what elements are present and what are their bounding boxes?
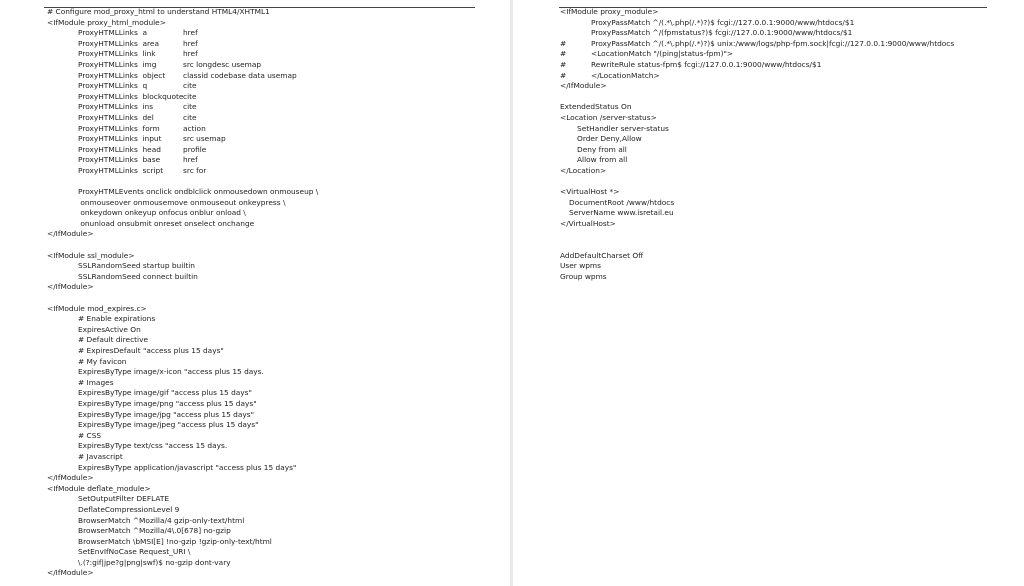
code-line <box>0 547 510 558</box>
code-line-text: ProxyHTMLLinks link <box>78 49 156 59</box>
code-line <box>513 155 1024 166</box>
code-line-text: # Enable expirations <box>78 314 156 324</box>
code-line-text: </IfModule> <box>47 282 94 292</box>
code-line <box>0 240 510 251</box>
code-line-text: ProxyHTMLLinks input <box>78 134 162 144</box>
code-line <box>0 568 510 579</box>
code-line <box>513 219 1024 230</box>
code-line <box>0 304 510 315</box>
code-line <box>513 39 1024 50</box>
code-line-text: </Location> <box>560 165 607 175</box>
code-line <box>0 516 510 527</box>
code-line-text: ProxyPassMatch ^/(.*\.php(/.*)?)$ unix:/www/logs/php-fpm.sock|fcgi://127.0.0.1:9000/www/htdocs <box>591 38 955 48</box>
code-line-text: <Location /server-status> <box>560 112 657 122</box>
comment-marker: # <box>560 49 567 59</box>
code-line-argument: cite <box>183 102 197 112</box>
code-line <box>0 463 510 474</box>
code-line-text: BrowserMatch ^Mozilla/4 gzip-only-text/html <box>78 515 245 525</box>
code-line-text: ProxyHTMLEvents onclick ondblclick onmousedown onmouseup \ <box>78 187 319 197</box>
code-line-text: # Javascript <box>78 451 123 461</box>
code-line <box>0 261 510 272</box>
code-line <box>0 81 510 92</box>
code-line <box>0 293 510 304</box>
code-line <box>0 399 510 410</box>
code-line <box>513 198 1024 209</box>
code-line <box>0 113 510 124</box>
code-line <box>513 240 1024 251</box>
code-line <box>0 177 510 188</box>
code-line <box>0 367 510 378</box>
code-line-text: ExpiresByType image/x-icon "access plus 15 days. <box>78 367 264 377</box>
code-line-text: onkeydown onkeyup onfocus onblur onload \ <box>78 208 246 218</box>
code-line-text: onunload onsubmit onreset onselect onchange <box>78 218 255 228</box>
code-line-text: DeflateCompressionLevel 9 <box>78 504 180 514</box>
code-line <box>0 166 510 177</box>
code-line <box>0 251 510 262</box>
code-line-text: SetHandler server-status <box>577 123 669 133</box>
code-line <box>513 272 1024 283</box>
code-line <box>0 28 510 39</box>
code-line-text: ExpiresByType image/png "access plus 15 days" <box>78 398 257 408</box>
code-line-argument: href <box>183 155 198 165</box>
code-line-argument: src longdesc usemap <box>183 59 262 69</box>
code-line <box>0 325 510 336</box>
code-line-text: <IfModule proxy_html_module> <box>47 17 166 27</box>
comment-marker: # <box>560 70 567 80</box>
code-line-text: \.(?:gif|jpe?g|png|swf)$ no-gzip dont-vary <box>78 557 231 567</box>
code-line <box>0 60 510 71</box>
code-line-text: # Default directive <box>78 335 148 345</box>
code-line <box>0 505 510 516</box>
code-line <box>0 420 510 431</box>
document-page-right <box>513 0 1024 586</box>
code-line-text: ExpiresByType image/gif "access plus 15 days" <box>78 388 252 398</box>
code-line-text: Allow from all <box>577 155 628 165</box>
code-line <box>513 166 1024 177</box>
code-line <box>0 431 510 442</box>
code-line-text: ServerName www.isretail.eu <box>569 208 674 218</box>
code-line <box>0 187 510 198</box>
code-line-text: ProxyHTMLLinks base <box>78 155 161 165</box>
code-line-argument: cite <box>183 81 197 91</box>
code-line-text: BrowserMatch ^Mozilla/4\.0[678] no-gzip <box>78 526 231 536</box>
comment-marker: # <box>560 59 567 69</box>
code-line <box>513 49 1024 60</box>
code-line-text: ProxyPassMatch ^/(fpmstatus?)$ fcgi://127.0.0.1:9000/www/htdocs/$1 <box>591 28 853 38</box>
code-line <box>0 134 510 145</box>
code-line <box>0 282 510 293</box>
code-line-text: Deny from all <box>577 144 627 154</box>
code-line <box>513 177 1024 188</box>
code-line <box>0 357 510 368</box>
code-line-argument: src usemap <box>183 134 226 144</box>
code-line-text: ProxyHTMLLinks area <box>78 38 159 48</box>
code-line-text: SSLRandomSeed startup builtin <box>78 261 195 271</box>
code-line <box>0 494 510 505</box>
code-line-text: <IfModule deflate_module> <box>47 483 151 493</box>
code-line <box>513 208 1024 219</box>
code-line-text: SetOutputFilter DEFLATE <box>78 494 170 504</box>
code-line-text: ProxyHTMLLinks q <box>78 81 148 91</box>
code-line <box>0 208 510 219</box>
code-line-text: ExpiresActive On <box>78 324 141 334</box>
code-line-text: SSLRandomSeed connect builtin <box>78 271 198 281</box>
document-page-left <box>0 0 510 586</box>
code-line <box>0 346 510 357</box>
page-text-lines <box>0 7 510 579</box>
code-line-text: # ExpiresDefault "access plus 15 days" <box>78 346 224 355</box>
code-line <box>0 473 510 484</box>
code-line <box>513 229 1024 240</box>
code-line-text: ProxyHTMLLinks img <box>78 59 157 69</box>
code-line <box>513 28 1024 39</box>
code-line-text: # Images <box>78 377 114 387</box>
code-line <box>0 124 510 135</box>
code-line-argument: profile <box>183 144 207 154</box>
code-line-argument: href <box>183 28 198 38</box>
code-line-text: <IfModule proxy_module> <box>560 7 659 16</box>
code-line-argument: href <box>183 49 198 59</box>
code-line-text: ProxyPassMatch ^/(.*\.php(/.*)?)$ fcgi://127.0.0.1:9000/www/htdocs/$1 <box>591 17 855 27</box>
code-line-text: ExtendedStatus On <box>560 102 632 112</box>
code-line <box>513 134 1024 145</box>
code-line <box>0 558 510 569</box>
code-line-text: ExpiresByType application/javascript "access plus 15 days" <box>78 462 297 472</box>
code-line-text: ProxyHTMLLinks form <box>78 123 160 133</box>
code-line-text: ProxyHTMLLinks del <box>78 112 154 122</box>
code-line <box>0 198 510 209</box>
code-line <box>513 102 1024 113</box>
code-line-text: ProxyHTMLLinks ins <box>78 102 154 112</box>
code-line <box>513 81 1024 92</box>
code-line <box>0 378 510 389</box>
code-line-argument: src for <box>183 165 207 175</box>
code-line <box>0 92 510 103</box>
code-line-argument: classid codebase data usemap <box>183 70 297 80</box>
code-line <box>0 71 510 82</box>
code-line <box>0 526 510 537</box>
code-line-text: Group wpms <box>560 271 607 281</box>
code-line-text: SetEnvIfNoCase Request_URI \ <box>78 547 191 557</box>
code-line-text: # Configure mod_proxy_html to understand HTML4/XHTML1 <box>47 7 270 16</box>
code-line-text: DocumentRoot /www/htdocs <box>569 197 675 207</box>
code-line-text: ProxyHTMLLinks blockquote <box>78 91 184 101</box>
code-line-text: # CSS <box>78 430 102 440</box>
code-line <box>0 537 510 548</box>
code-line-text: <IfModule ssl_module> <box>47 250 135 260</box>
code-line <box>0 49 510 60</box>
code-line <box>0 7 510 18</box>
comment-marker: # <box>560 38 567 48</box>
code-line <box>513 92 1024 103</box>
code-line-text: ProxyHTMLLinks script <box>78 165 164 175</box>
code-line <box>513 71 1024 82</box>
code-line-text: ProxyHTMLLinks head <box>78 144 161 154</box>
code-line-text: # My favicon <box>78 356 127 366</box>
code-line-text: RewriteRule status-fpm$ fcgi://127.0.0.1:9000/www/htdocs/$1 <box>591 59 822 69</box>
code-line <box>0 335 510 346</box>
code-line <box>513 251 1024 262</box>
code-line <box>0 410 510 421</box>
code-line-text: </VirtualHost> <box>560 218 616 228</box>
code-line-text: BrowserMatch \bMSI[E] !no-gzip !gzip-only-text/html <box>78 536 272 546</box>
code-line-text: </LocationMatch> <box>591 70 660 80</box>
code-line-text: AddDefaultCharset Off <box>560 250 644 260</box>
code-line-text: ExpiresByType image/jpg "access plus 15 days" <box>78 409 255 419</box>
code-line-text: </IfModule> <box>47 473 94 483</box>
code-line <box>0 314 510 325</box>
code-line <box>513 124 1024 135</box>
code-line-text: ExpiresByType image/jpeg "access plus 15 days" <box>78 420 259 430</box>
code-line <box>513 261 1024 272</box>
code-line-text: User wpms <box>560 261 601 271</box>
code-line-argument: href <box>183 38 198 48</box>
code-line-text: </IfModule> <box>47 229 94 239</box>
code-line <box>0 441 510 452</box>
code-line-text: Order Deny,Allow <box>577 134 642 144</box>
code-line <box>0 18 510 29</box>
code-line <box>513 18 1024 29</box>
code-line-text: <VirtualHost *> <box>560 187 620 197</box>
code-line-text: ProxyHTMLLinks object <box>78 70 166 80</box>
code-line-text: </IfModule> <box>47 568 94 578</box>
code-line <box>0 155 510 166</box>
page-text-lines <box>513 7 1024 282</box>
code-line <box>0 219 510 230</box>
code-line-text: ProxyHTMLLinks a <box>78 28 148 38</box>
code-line <box>0 39 510 50</box>
code-line <box>0 272 510 283</box>
code-line-argument: cite <box>183 91 197 101</box>
code-line-text: </IfModule> <box>560 81 607 91</box>
code-line <box>513 60 1024 71</box>
code-line <box>0 229 510 240</box>
code-line <box>0 145 510 156</box>
code-line <box>0 102 510 113</box>
code-line <box>513 113 1024 124</box>
code-line-text: onmouseover onmousemove onmouseout onkeypress \ <box>78 197 286 207</box>
code-line <box>0 388 510 399</box>
code-line <box>0 452 510 463</box>
code-line <box>513 145 1024 156</box>
code-line-text: ExpiresByType text/css "access 15 days. <box>78 441 228 451</box>
code-line <box>513 187 1024 198</box>
code-line-text: <LocationMatch "/(ping|status-fpm)"> <box>591 49 734 59</box>
code-line-argument: cite <box>183 112 197 122</box>
code-line <box>513 7 1024 18</box>
code-line-text: <IfModule mod_expires.c> <box>47 303 147 313</box>
code-line-argument: action <box>183 123 206 133</box>
code-line <box>0 484 510 495</box>
